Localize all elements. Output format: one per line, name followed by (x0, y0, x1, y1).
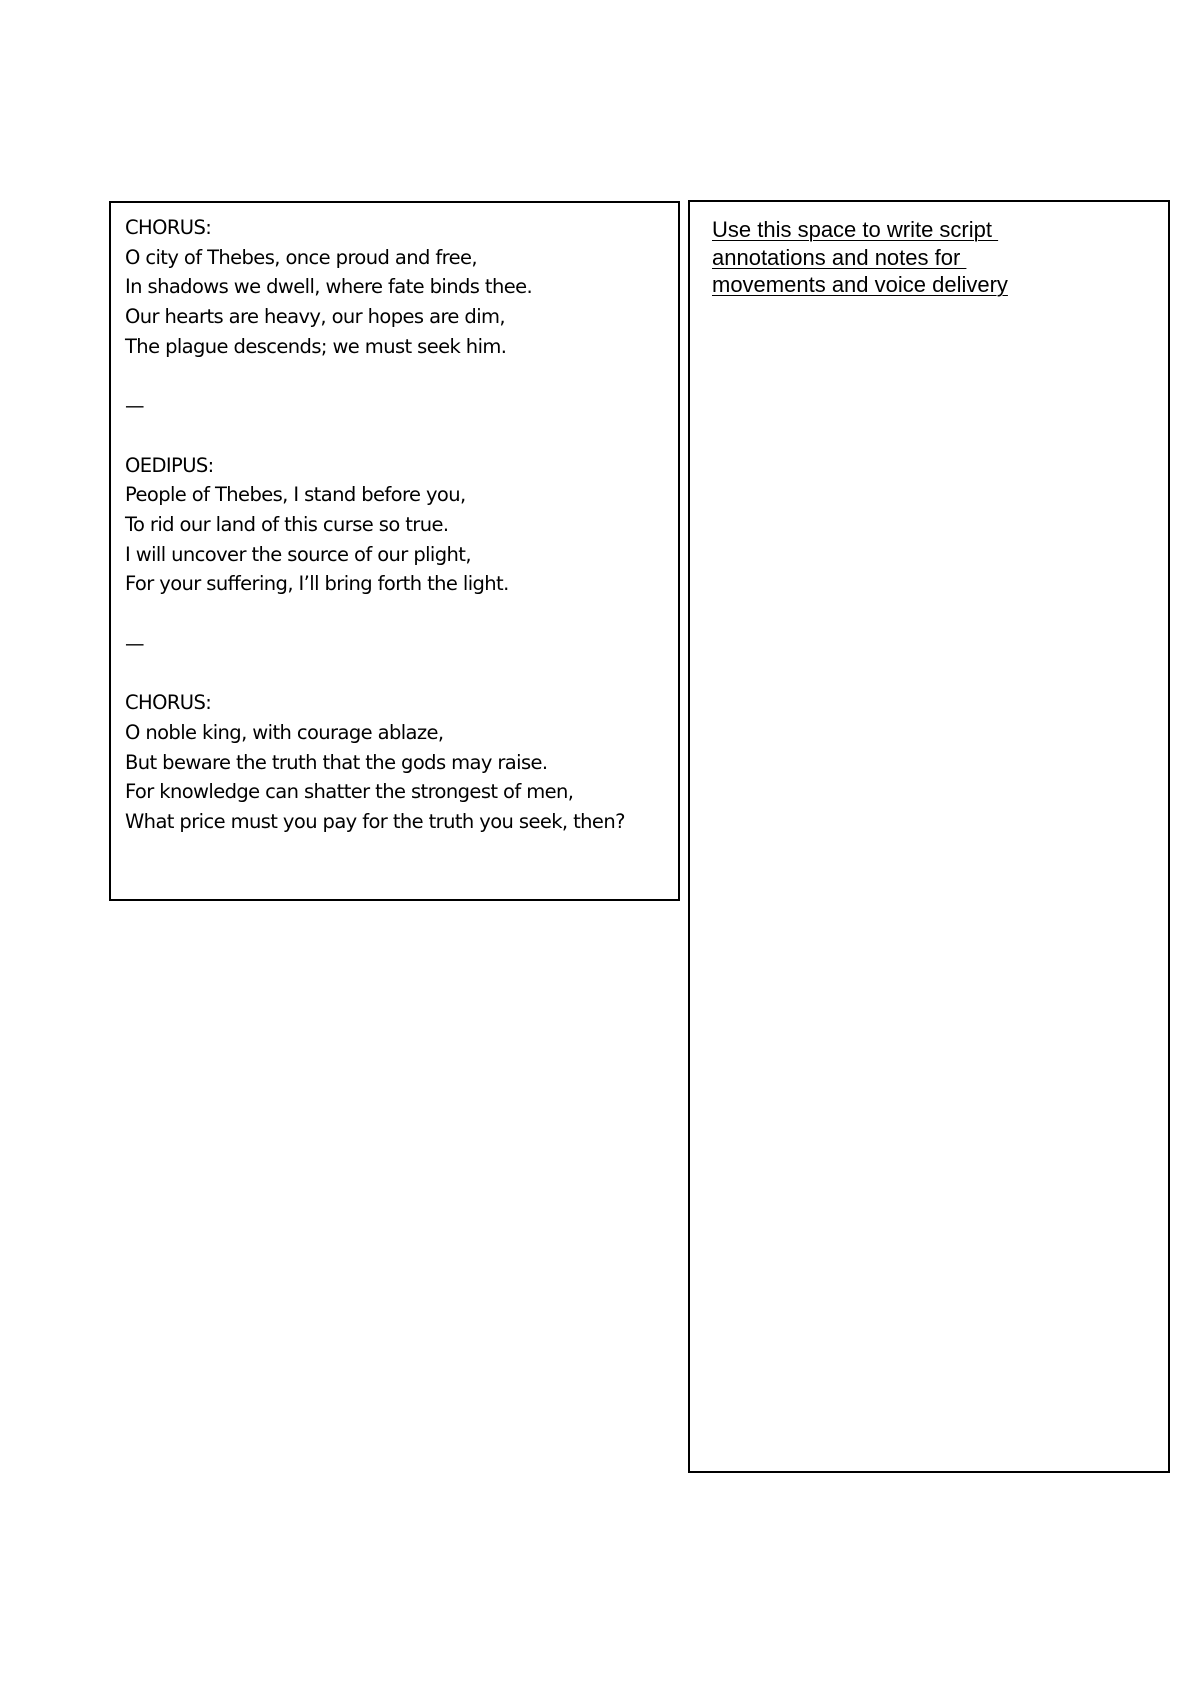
section-divider: — (125, 631, 144, 655)
notes-instruction-text: Use this space to write script (712, 217, 999, 242)
script-line: People of Thebes, I stand before you, (125, 483, 466, 507)
notes-instruction-text: movements and voice delivery (712, 272, 1008, 297)
script-line: For your suffering, I’ll bring forth the light. (125, 572, 509, 596)
section-divider: — (125, 394, 144, 418)
script-line: But beware the truth that the gods may raise. (125, 750, 548, 774)
speaker-label-chorus: CHORUS: (125, 216, 212, 239)
blank-line (125, 659, 664, 689)
script-line: O city of Thebes, once proud and free, (125, 245, 478, 269)
blank-line (125, 599, 664, 629)
script-line: In shadows we dwell, where fate binds thee. (125, 275, 533, 299)
script-line: For knowledge can shatter the strongest of men, (125, 780, 574, 804)
annotation-notes-box[interactable] (688, 200, 1170, 1473)
script-line: I will uncover the source of our plight, (125, 542, 471, 566)
script-line: Our hearts are heavy, our hopes are dim, (125, 305, 506, 329)
script-line: O noble king, with courage ablaze, (125, 720, 444, 744)
blank-line (125, 421, 664, 451)
speaker-label-chorus: CHORUS: (125, 691, 212, 715)
notes-instruction-text: annotations and notes for (712, 244, 967, 270)
script-line: To rid our land of this curse so true. (125, 513, 449, 536)
speaker-label-oedipus: OEDIPUS: (125, 453, 214, 477)
script-line: What price must you pay for the truth you seek, then? (125, 810, 625, 833)
script-text-box (109, 201, 680, 901)
blank-line (125, 362, 664, 392)
script-line: The plague descends; we must seek him. (125, 334, 507, 358)
